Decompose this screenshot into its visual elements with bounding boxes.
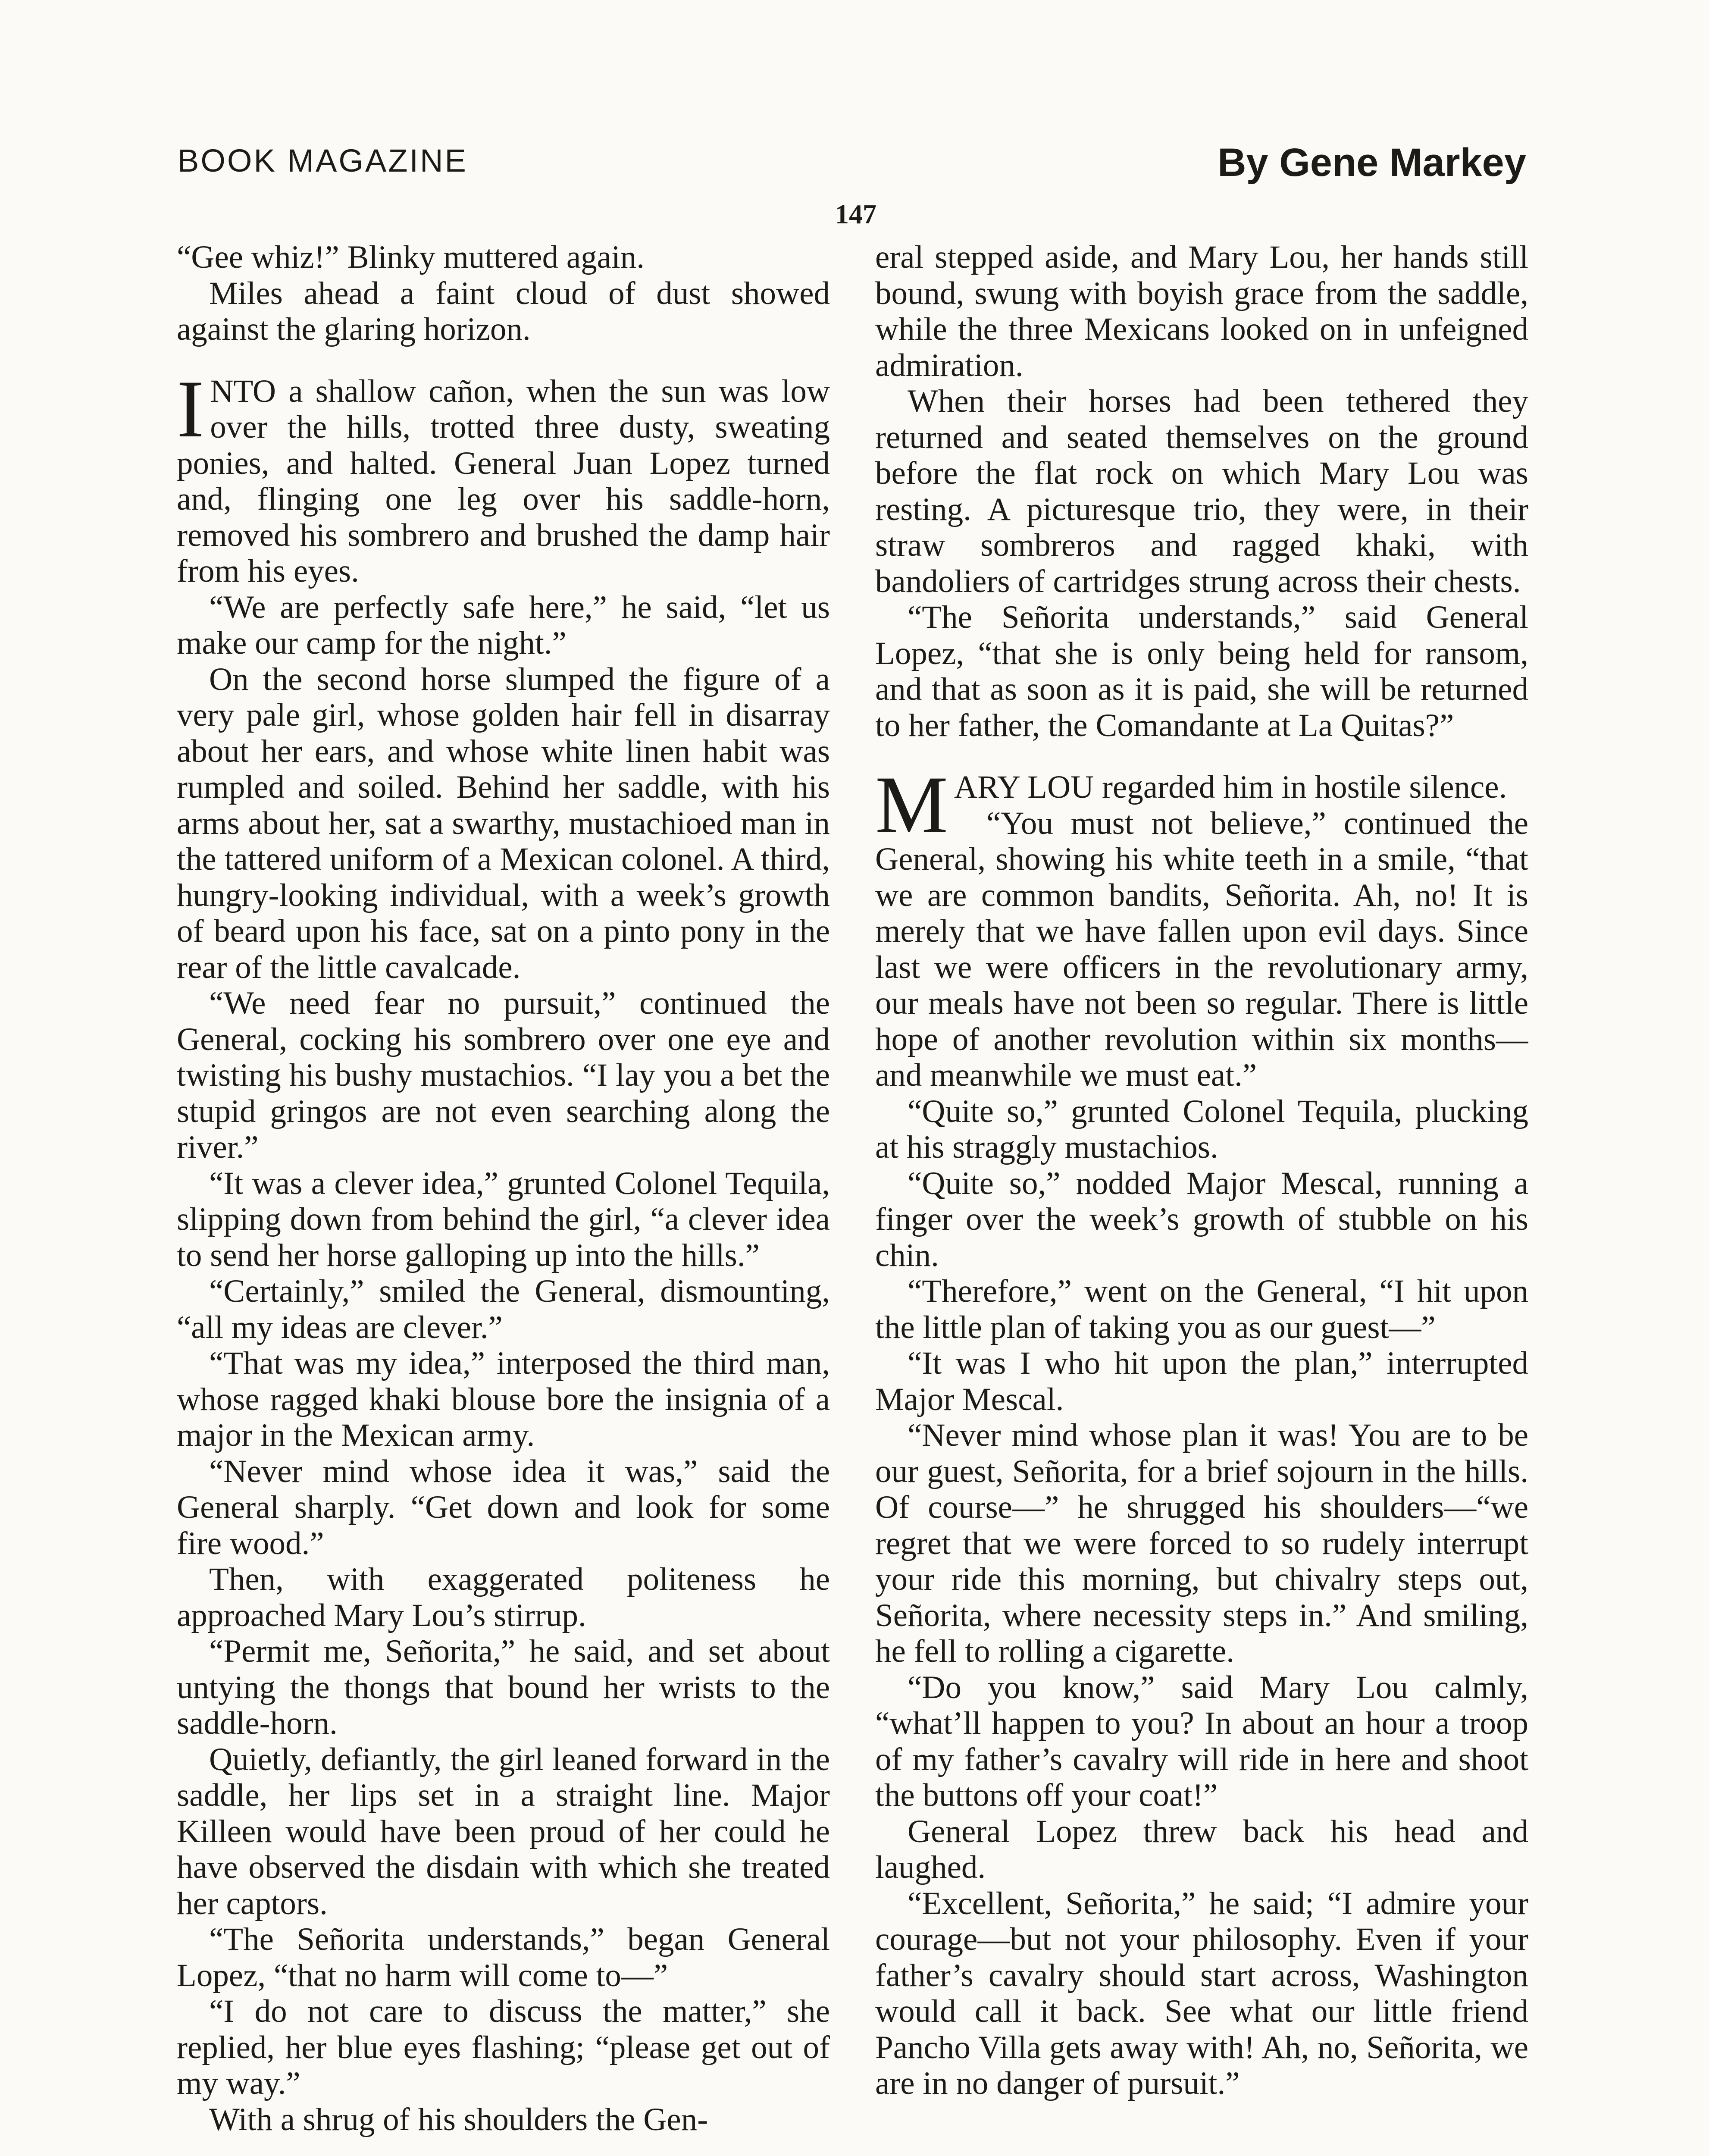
section-opening-paragraph [875, 760, 1528, 850]
paragraph: Then, with exaggerated politeness he approached Mary Lou’s stirrup. [177, 1561, 830, 1633]
drop-cap: M [875, 760, 948, 850]
paragraph: “Permit me, Señorita,” he said, and set about untying the thongs that bound her wrists to the saddle-horn. [177, 1633, 830, 1741]
paragraph: “That was my idea,” interposed the third man, whose ragged khaki blouse bore the insignia of a major in the Mexican army. [177, 1345, 830, 1453]
paragraph: “I do not care to discuss the matter,” she replied, her blue eyes flashing; “please get out of my way.” [177, 1993, 830, 2101]
paragraph: “It was a clever idea,” grunted Colonel Tequila, slipping down from behind the girl, “a clever idea to send her horse galloping up into the hills.” [177, 1165, 830, 1273]
paragraph: eral stepped aside, and Mary Lou, her hands still bound, swung with boyish grace from the saddle, while the three Mexicans looked on in unfeigned admiration. [875, 239, 1528, 383]
paragraph: Quietly, defiantly, the girl leaned forward in the saddle, her lips set in a straight line. Major Killeen would have been proud of her could he have observed the disdain with which she treated her captors. [177, 1741, 830, 1921]
paragraph: When their horses had been tethered they returned and seated themselves on the ground before the flat rock on which Mary Lou was resting. A picturesque trio, they were, in their straw sombreros and ragged khaki, with bandoliers of cartridges strung across their chests. [875, 383, 1528, 599]
paragraph: “Never mind whose idea it was,” said the General sharply. “Get down and look for some fire wood.” [177, 1453, 830, 1561]
paragraph: “Never mind whose plan it was! You are to be our guest, Señorita, for a brief sojourn in the hills. Of course—” he shrugged his shoulders—“we regret that we were forced to so rudely interrupt your ride this morning, but chivalry steps out, Señorita, where necessity steps in.” And smiling, he fell to rolling a cigarette. [875, 1417, 1528, 1669]
paragraph: “We need fear no pursuit,” continued the General, cocking his sombrero over one eye and twisting his bushy mustachios. “I lay you a bet the stupid gringos are not even searching along the river.” [177, 985, 830, 1165]
paragraph-text: NTO a shallow cañon, when the sun was low over the hills, trotted three dusty, sweating ponies, and halted. General Juan Lopez turned and, flinging one leg over his saddle-horn, removed his sombrero and brushed the damp hair from his eyes. [177, 373, 830, 589]
paragraph: “It was I who hit upon the plan,” interrupted Major Mescal. [875, 1345, 1528, 1417]
paragraph: “The Señorita understands,” said General Lopez, “that she is only being held for ransom, and that as soon as it is paid, she will be returned to her father, the Comandante at La Quitas?” [875, 599, 1528, 743]
drop-cap: I [177, 364, 204, 454]
paragraph: “The Señorita understands,” began General Lopez, “that no harm will come to—” [177, 1921, 830, 1993]
paragraph: “Excellent, Señorita,” he said; “I admire your courage—but not your philosophy. Even if your father’s cavalry should start across, Washington would call it back. See what our little friend Pancho Villa gets away with! Ah, no, Señorita, we are in no danger of pursuit.” [875, 1885, 1528, 2101]
right-column [875, 239, 1528, 2156]
section-opening-paragraph [177, 364, 830, 589]
paragraph: On the second horse slumped the figure of a very pale girl, whose golden hair fell in disarray about her ears, and whose white linen habit was rumpled and soiled. Behind her saddle, with his arms about her, sat a swarthy, mustachioed man in the tattered uniform of a Mexican colonel. A third, hungry-looking individual, with a week’s growth of beard upon his face, sat on a pinto pony in the rear of the little cavalcade. [177, 661, 830, 985]
paragraph: “Certainly,” smiled the General, dismounting, “all my ideas are clever.” [177, 1273, 830, 1345]
paragraph: “Quite so,” nodded Major Mescal, running a finger over the week’s growth of stubble on his chin. [875, 1165, 1528, 1273]
author-byline: By Gene Markey [1218, 141, 1526, 185]
paragraph: “Therefore,” went on the General, “I hit upon the little plan of taking you as our guest—” [875, 1273, 1528, 1345]
paragraph-text: ARY LOU regarded him in hostile silence. [954, 769, 1507, 805]
left-column [177, 239, 830, 2156]
page-number: 147 [835, 199, 876, 229]
paragraph: “Quite so,” grunted Colonel Tequila, plucking at his straggly mustachios. [875, 1093, 1528, 1165]
paragraph: “Do you know,” said Mary Lou calmly, “what’ll happen to you? In about an hour a troop of my father’s cavalry will ride in here and shoot the buttons off your coat!” [875, 1669, 1528, 1813]
paragraph: “You must not believe,” continued the General, showing his white teeth in a smile, “that we are common bandits, Señorita. Ah, no! It is merely that we have fallen upon evil days. Since last we were officers in the revolutionary army, our meals have not been so regular. There is little hope of another revolution within six months—and meanwhile we must eat.” [875, 805, 1528, 1093]
paragraph: “Gee whiz!” Blinky muttered again. [177, 239, 645, 275]
paragraph: General Lopez threw back his head and laughed. [875, 1813, 1528, 1885]
magazine-title: BOOK MAGAZINE [178, 143, 468, 179]
paragraph: With a shrug of his shoulders the Gen- [209, 2101, 708, 2137]
paragraph: Miles ahead a faint cloud of dust showed against the glaring horizon. [177, 275, 830, 347]
paragraph: “We are perfectly safe here,” he said, “let us make our camp for the night.” [177, 589, 830, 661]
